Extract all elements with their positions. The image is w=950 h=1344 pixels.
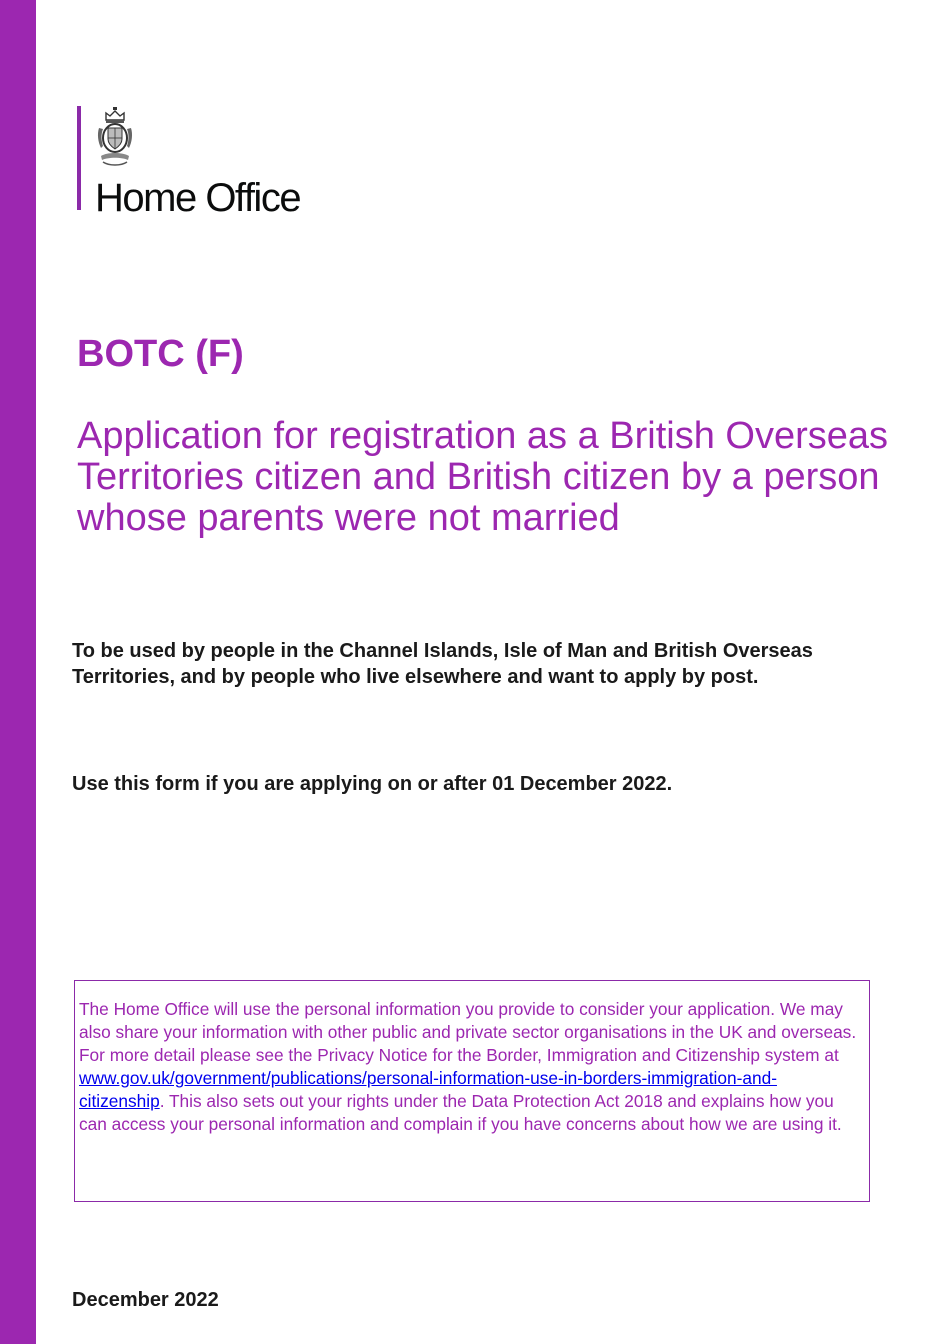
privacy-text-after-link: . This also sets out your rights under the Data Protection Act 2018 and explains how you can access your personal information and complain if you have concerns about how we are using it. — [79, 1091, 842, 1134]
logo-rule — [77, 106, 81, 210]
date-applicability-note: Use this form if you are applying on or after 01 December 2022. — [72, 773, 673, 795]
department-name: Home Office — [95, 176, 301, 220]
privacy-notice-text — [79, 998, 861, 1136]
royal-coat-of-arms-icon — [95, 106, 135, 170]
privacy-notice-box — [74, 980, 870, 1202]
privacy-notice-link[interactable]: www.gov.uk/government/publications/personal-information-use-in-borders-immigration-and-citizenship — [79, 1068, 777, 1111]
home-office-logo — [77, 106, 337, 220]
purple-side-bar — [0, 0, 36, 1344]
publication-date: December 2022 — [72, 1289, 219, 1311]
form-title: Application for registration as a British Overseas Territories citizen and British citizen by a person whose parents were not married — [77, 415, 889, 539]
audience-statement: To be used by people in the Channel Islands, Isle of Man and British Overseas Territories, and by people who live elsewhere and want to apply by post. — [72, 640, 813, 688]
form-code: BOTC (F) — [77, 333, 244, 375]
privacy-text-before-link: The Home Office will use the personal information you provide to consider your application. We may also share your information with other public and private sector organisations in the UK and overseas. For more detail please see the Privacy Notice for the Border, Immigration and Citizenship system at — [79, 999, 857, 1065]
